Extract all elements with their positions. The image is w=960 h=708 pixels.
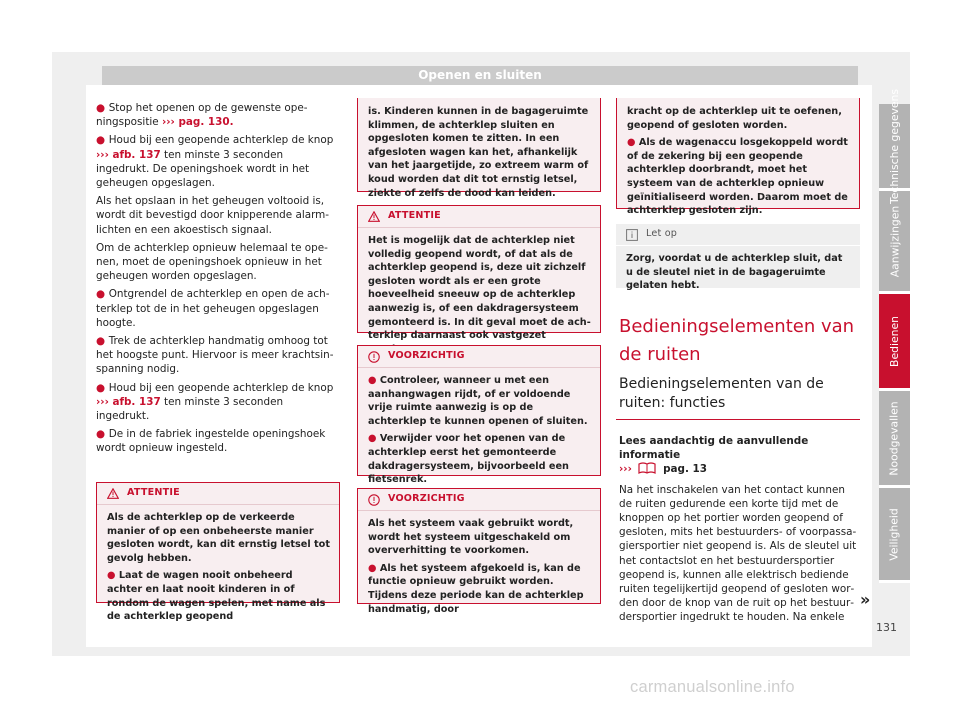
watermark: carmanualsonline.info (630, 678, 795, 696)
body-paragraph: Na het inschakelen van het contact kunnen de ruiten gedurende een korte tijd met de knoppen op het portier worden geopend of gesloten, mits het bestuurders- of voorpassagiersportier niet geopend is. Als de sleutel uit het contactslot en het bestuurdersportier geopend is, kunnen alle elektrisch bediende ruiten tegelijkertijd geopend of gesloten worden door de knop van de ruit op het bestuurdersportier ingedrukt te houden. Na enkele (619, 483, 857, 624)
warning-text: Het is mogelijk dat de achterklep niet volledig geopend wordt, of dat als de achterklep geopend is, deze uit zichzelf gesloten wordt als er een grote hoeveelheid sneeuw op de achterklep aanwezig is, of een dakdragersysteem gemonteerd is. In dit geval moet de achterklep daarnaast ook vastgezet (368, 235, 591, 342)
warning-text: Als de achterklep op de verkeerde manier of op een onbeheerste manier gesloten wordt, kan dit ernstig letsel tot gevolg hebben. (107, 512, 330, 564)
caution-bullet: ● Controleer, wanneer u met een aanhangwagen rijdt, of er voldoende vrije ruimte aanwezig is op de achterklep te kunnen openen of sluiten. (368, 375, 588, 427)
tab-noodgevallen[interactable]: Noodgevallen (879, 391, 910, 488)
note-icon (626, 229, 638, 241)
caution-label: VOORZICHTIG (388, 350, 465, 362)
paragraph: ● De in de fabriek ingestelde openingshoek wordt opnieuw ingesteld. (96, 428, 326, 455)
paragraph: ● Stop het openen op de gewenste openingspositie ››› pag. 130. (96, 102, 308, 129)
paragraph: Om de achterklep opnieuw helemaal te openen, moet de openingshoek opnieuw in het geheugen worden opgeslagen. (96, 241, 328, 283)
warning-bullet: ● Laat de wagen nooit onbeheerd achter en laat nooit kinderen in of rondom de wagen spelen, met name als de achterklep geopend (107, 570, 326, 623)
page-body (86, 85, 872, 647)
page-number: 131 (876, 621, 897, 634)
section-title: Bedieningselementen van de ruiten (619, 316, 855, 365)
caution-box-continued (616, 98, 860, 217)
tip-text: Zorg, voordat u de achterklep sluit, dat u de sleutel niet in de bagageruimte gelaten hebt. (626, 253, 843, 292)
warning-label: ATTENTIE (127, 487, 180, 499)
paragraph: ● Ontgrendel de achterklep en open de achterklep tot de in het geheugen opgeslagen hoogte. (96, 288, 330, 329)
warning-box-continued (357, 98, 601, 199)
warning-box (357, 205, 601, 342)
figure-reference-link[interactable]: ››› afb. 137 (96, 148, 161, 161)
lead-paragraph: Lees aandachtig de aanvullende informatie ››› pag. 13 (619, 434, 860, 479)
paragraph: Als het opslaan in het geheugen voltooid is, wordt dit bevestigd door knipperende alarmlichten en een akoestisch signaal. (96, 195, 330, 236)
warning-triangle-icon (368, 211, 380, 222)
tab-veiligheid[interactable]: Veiligheid (879, 488, 910, 583)
warning-triangle-icon (107, 488, 119, 499)
caution-box (357, 488, 601, 615)
tip-label: Let op (646, 228, 678, 240)
caution-text: kracht op de achterklep uit te oefenen, geopend of gesloten worden. (627, 106, 842, 131)
caution-bullet: ● Als de wagenaccu losgekoppeld wordt of de zekering bij een geopende achterklep doorbrandt, moet het systeem van de achterklep opnieuw geïnitialiseerd worden. Daarom moet de achterklep gesloten zijn. (627, 137, 848, 217)
warning-text: is. Kinderen kunnen in de bagageruimte klimmen, de achterklep sluiten en opgesloten komen te zitten. In een afgesloten wagen kan het, afhankelijk van het jaargetijde, zo extreem warm of koud worden dat dit tot ernstig letsel, ziekte of zelfs de dood kan leiden. (368, 106, 589, 199)
page-reference-link[interactable]: pag. 13 (663, 463, 708, 476)
tab-technische-gegevens[interactable]: Technische gegevens (879, 104, 910, 191)
continue-mark: » (860, 590, 871, 609)
tab-bedienen[interactable]: Bedienen (879, 294, 910, 391)
caution-label: VOORZICHTIG (388, 493, 465, 505)
tip-box (616, 224, 860, 292)
paragraph: ● Trek de achterklep handmatig omhoog tot het hoogste punt. Hiervoor is meer krachtsinspanning nodig. (96, 335, 334, 376)
book-icon (638, 462, 656, 478)
chapter-tabs (879, 88, 910, 583)
caution-circle-icon (368, 351, 380, 363)
caution-bullet: ● Verwijder voor het openen van de achterklep eerst het gemonteerde dakdragersysteem, bijvoorbeeld een fietsenrek. (368, 433, 569, 486)
caution-circle-icon (368, 494, 380, 506)
paragraph: ● Houd bij een geopende achterklep de knop ››› afb. 137 ten minste 3 seconden ingedrukt. De openingshoek wordt in het geheugen opgeslagen. (96, 134, 334, 190)
warning-box (96, 482, 340, 623)
column-1 (86, 85, 340, 623)
caution-box (357, 345, 601, 486)
sub-title: Bedieningselementen van de ruiten: functies (616, 375, 860, 420)
page-reference-link[interactable]: ››› pag. 130. (161, 116, 234, 129)
warning-label: ATTENTIE (388, 210, 441, 222)
paragraph: ● Houd bij een geopende achterklep de knop ››› afb. 137 ten minste 3 seconden ingedrukt. (96, 381, 334, 423)
figure-reference-link[interactable]: ››› afb. 137 (96, 395, 161, 408)
caution-bullet: ● Als het systeem afgekoeld is, kan de functie opnieuw gebruikt worden. Tijdens deze periode kan de achterklep handmatig, door (368, 562, 584, 615)
page-header: Openen en sluiten (102, 66, 858, 85)
tab-aanwijzingen[interactable]: Aanwijzingen (879, 191, 910, 294)
caution-text: Als het systeem vaak gebruikt wordt, wordt het systeem uitgeschakeld om oververhitting te voorkomen. (368, 518, 574, 557)
